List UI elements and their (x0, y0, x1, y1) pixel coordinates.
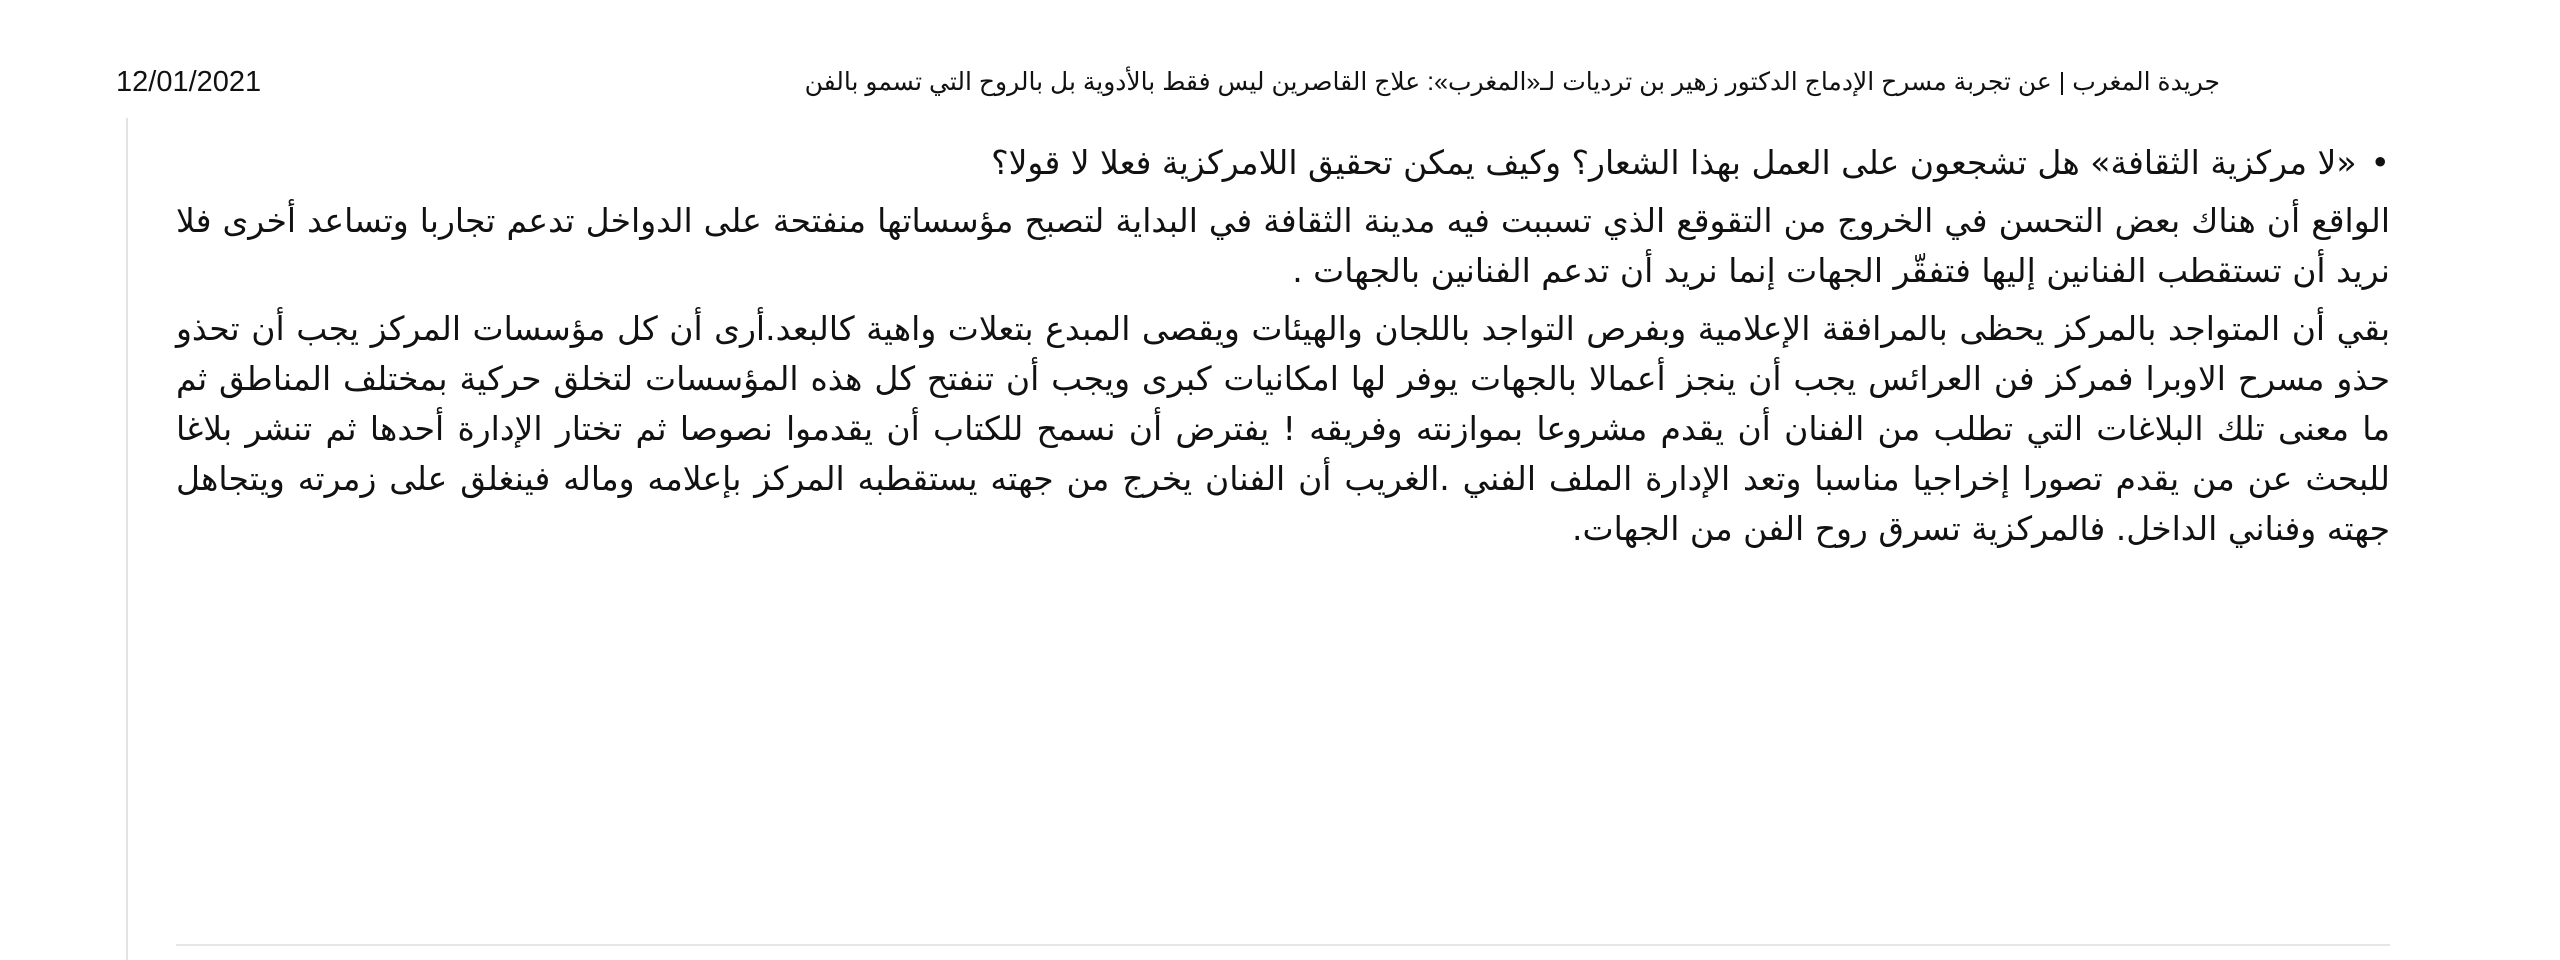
left-border-rule (126, 118, 128, 960)
answer-paragraph-1: الواقع أن هناك بعض التحسن في الخروج من التقوقع الذي تسببت فيه مدينة الثقافة في البداية لتصبح مؤسساتها منفتحة على الدواخل تدعم تجاربا وتساعد أخرى فلا نريد أن تستقطب الفنانين إليها فتفقّر الجهات إنما نريد أن تدعم الفنانين بالجهات . (176, 201, 2390, 290)
question-text: «لا مركزية الثقافة» هل تشجعون على العمل بهذا الشعار؟ وكيف يمكن تحقيق اللامركزية فعلا لا قولا؟ (991, 143, 2357, 182)
print-header (0, 62, 2560, 102)
print-date: 12/01/2021 (116, 66, 262, 98)
bottom-divider (176, 944, 2390, 946)
bullet-icon: • (2370, 143, 2390, 182)
answer-paragraph-2: بقي أن المتواجد بالمركز يحظى بالمرافقة الإعلامية وبفرص التواجد باللجان والهيئات ويقصى المبدع بتعلات واهية كالبعد.أرى أن كل مؤسسات المركز يجب أن تحذو حذو مسرح الاوبرا فمركز فن العرائس يجب أن ينجز أعمالا بالجهات يوفر لها امكانيات كبرى ويجب أن تنفتح كل هذه المؤسسات لتخلق حركية بمختلف المناطق ثم ما معنى تلك البلاغات التي تطلب من الفنان أن يقدم مشروعا بموازنته وفريقه ! يفترض أن نسمح للكتاب أن يقدموا نصوصا ثم تختار الإدارة أحدها ثم تنشر بلاغا للبحث عن من يقدم تصورا إخراجيا مناسبا وتعد الإدارة الملف الفني .الغريب أن الفنان يخرج من جهته يستقطبه المركز بإعلامه وماله فينغلق على زمرته ويتجاهل جهته وفناني الداخل. فالمركزية تسرق روح الفن من الجهات. (176, 309, 2390, 548)
interview-question (176, 138, 2390, 188)
page-title: جريدة المغرب | عن تجربة مسرح الإدماج الدكتور زهير بن ترديات لـ«المغرب»: علاج القاصرين ليس فقط بالأدوية بل بالروح التي تسمو بالفن (804, 68, 2220, 96)
article-body (176, 138, 2390, 562)
